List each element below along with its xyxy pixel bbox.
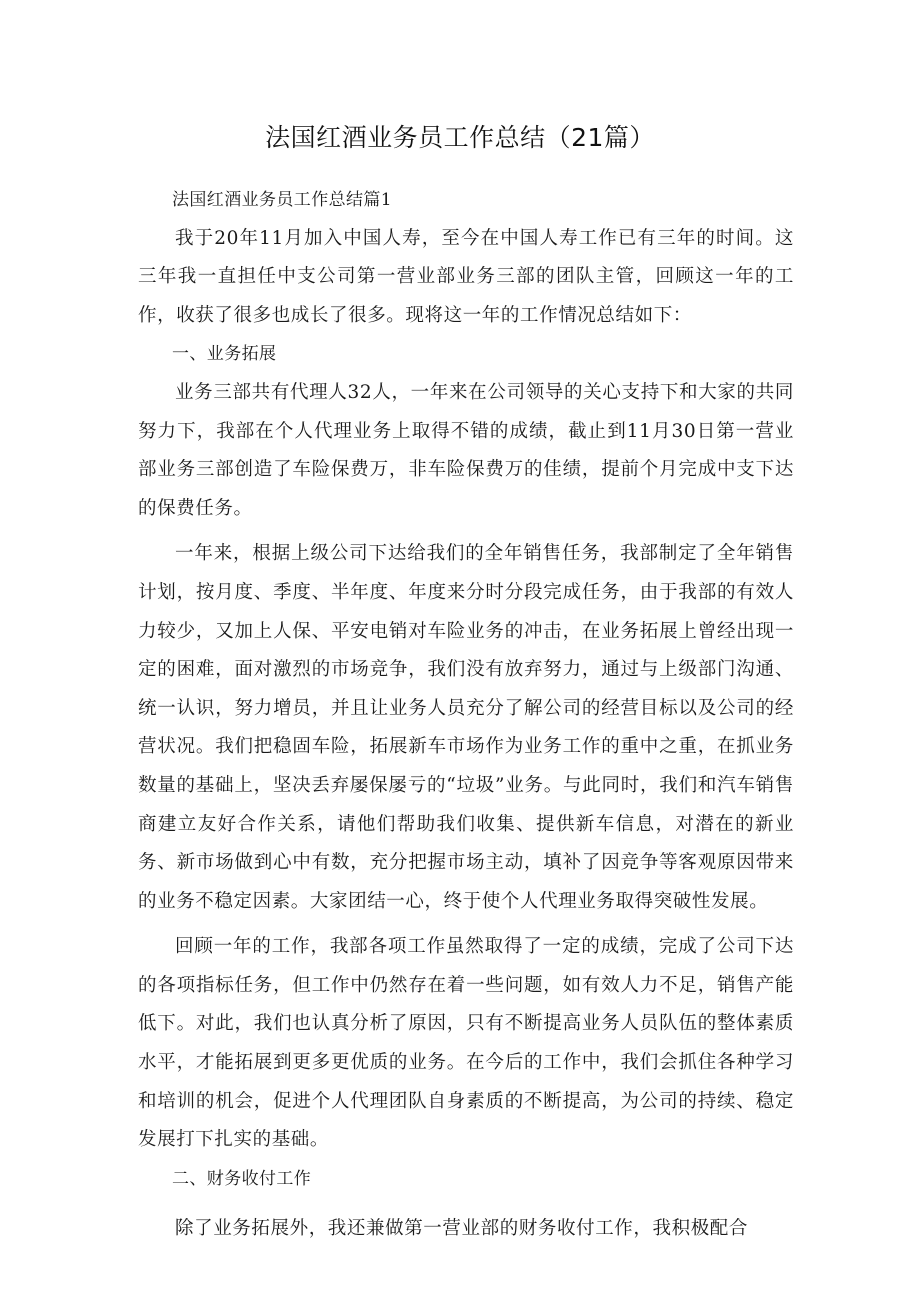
paragraph-sales-plan: 一年来，根据上级公司下达给我们的全年销售任务，我部制定了全年销售计划，按月度、季度、半年度、年度来分时分段完成任务，由于我部的有效人力较少，又加上人保、平安电销对车险业务的冲击，在业务拓展上曾经出现一定的困难，面对激烈的市场竞争，我们没有放弃努力，通过与上级部门沟通、统一认识，努力增员，并且让业务人员充分了解公司的经营目标以及公司的经营状况。我们把稳固车险，拓展新车市场作为业务工作的重中之重，在抓业务数量的基础上，坚决丢弃屡保屡亏的“垃圾”业务。与此同时，我们和汽车销售商建立友好合作关系，请他们帮助我们收集、提供新车信息，对潜在的新业务、新市场做到心中有数，充分把握市场主动，填补了因竞争等客观原因带来的业务不稳定因素。大家团结一心，终于使个人代理业务取得突破性发展。 xyxy=(138,543,794,912)
paragraph-review: 回顾一年的工作，我部各项工作虽然取得了一定的成绩，完成了公司下达的各项指标任务，但工作中仍然存在着一些问题，如有效人力不足，销售产能低下。对此，我们也认真分析了原因，只有不断提高业务人员队伍的整体素质水平，才能拓展到更多更优质的业务。在今后的工作中，我们会抓住各种学习和培训的机会，促进个人代理团队自身素质的不断提高，为公司的持续、稳定发展打下扎实的基础。 xyxy=(138,936,794,1151)
paragraph-agents-performance: 业务三部共有代理人32人，一年来在公司领导的关心支持下和大家的共同努力下，我部在个人代理业务上取得不错的成绩，截止到11月30日第一营业部业务三部创造了车险保费万，非车险保费万的佳绩，提前个月完成中支下达的保费任务。 xyxy=(138,381,794,519)
section-heading-finance: 二、财务收付工作 xyxy=(172,1168,312,1189)
paragraph-finance: 除了业务拓展外，我还兼做第一营业部的财务收付工作，我积极配合 xyxy=(175,1218,749,1240)
section-heading-part-1: 法国红酒业务员工作总结篇1 xyxy=(172,190,393,210)
paragraph-intro: 我于20年11月加入中国人寿，至今在中国人寿工作已有三年的时间。这三年我一直担任中支公司第一营业部业务三部的团队主管，回顾这一年的工作，收获了很多也成长了很多。现将这一年的工作情况总结如下： xyxy=(138,227,794,326)
section-heading-business-expansion: 一、业务拓展 xyxy=(172,344,277,365)
document-title: 法国红酒业务员工作总结（21篇） xyxy=(265,123,655,152)
document-body xyxy=(138,181,794,1249)
